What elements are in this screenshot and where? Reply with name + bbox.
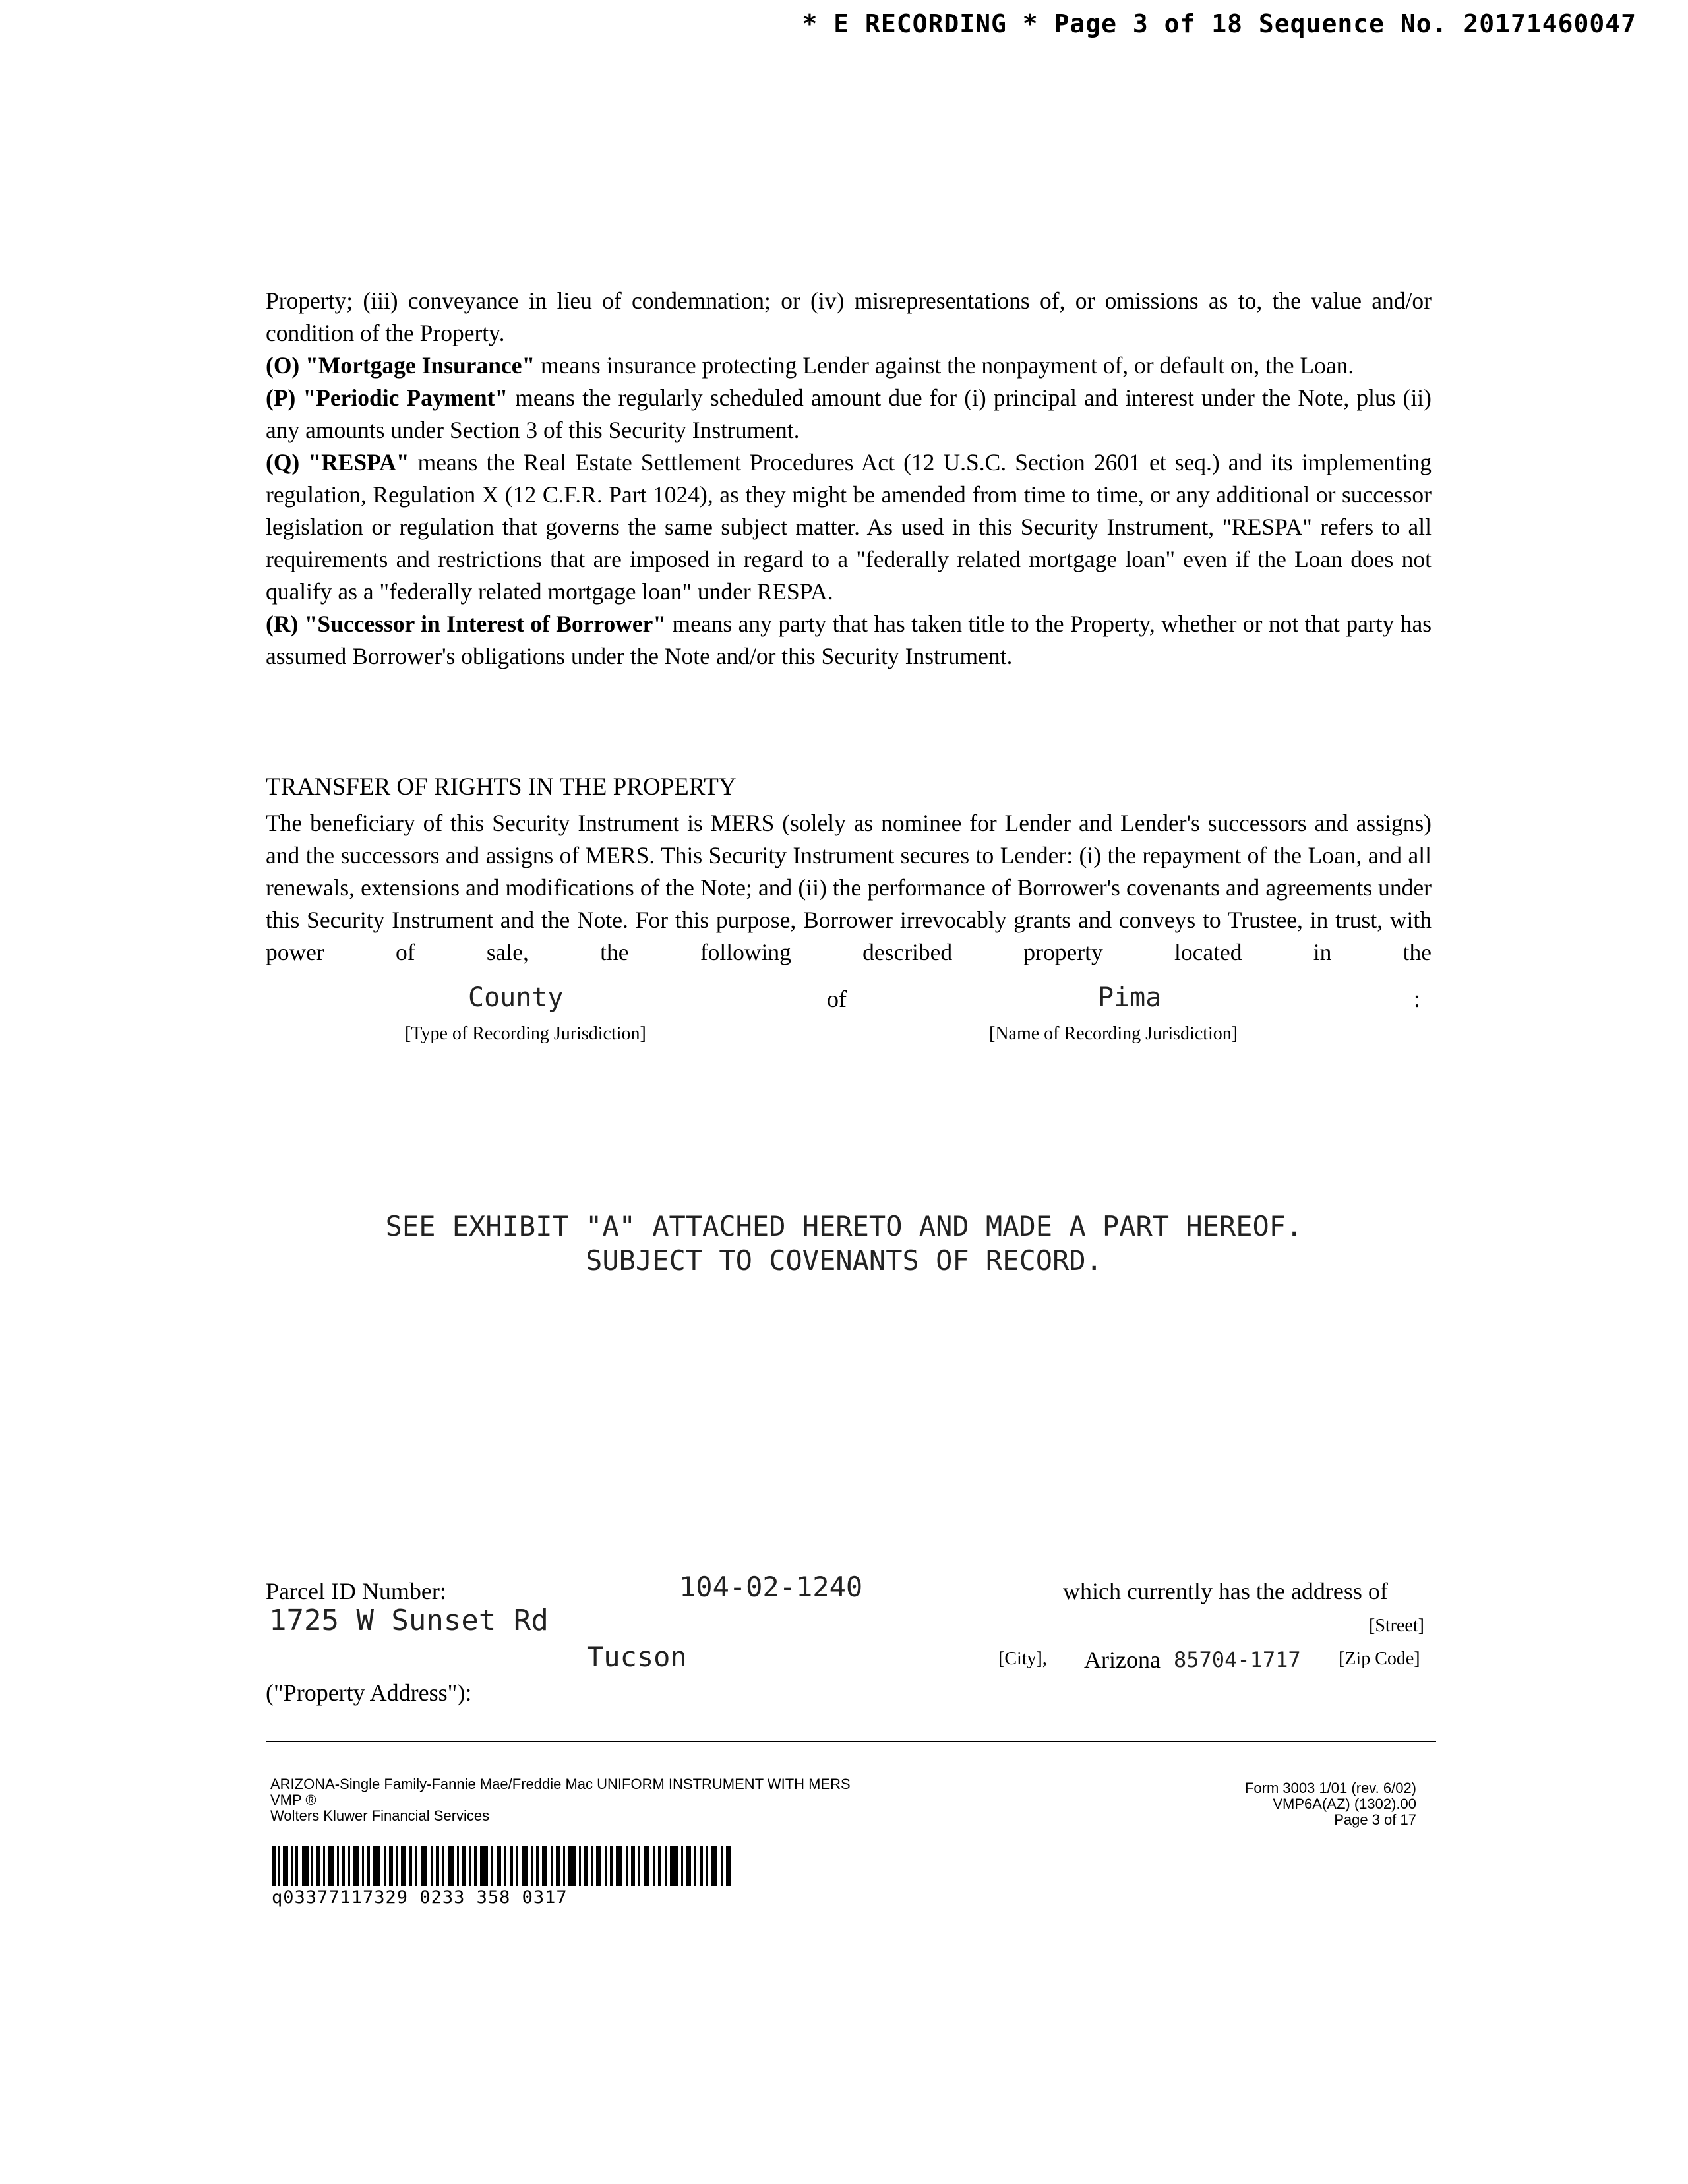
recording-stamp: * E RECORDING * Page 3 of 18 Sequence No. 20171460047: [802, 9, 1637, 38]
definitions-block: [266, 285, 1432, 673]
barcode-image: [272, 1846, 733, 1886]
definition-term: "RESPA": [308, 449, 409, 475]
property-address-label: ("Property Address"):: [266, 1680, 472, 1706]
jurisdiction-type-caption: [Type of Recording Jurisdiction]: [405, 1023, 646, 1044]
jurisdiction-type-value: County: [468, 983, 564, 1013]
footer-form-number: Form 3003 1/01 (rev. 6/02): [1244, 1780, 1416, 1796]
definition-label: (P): [266, 384, 296, 411]
definition-q: [266, 446, 1432, 608]
city-value: Tucson: [587, 1641, 687, 1673]
section-title: TRANSFER OF RIGHTS IN THE PROPERTY: [266, 774, 737, 801]
footer-vmp-code: VMP6A(AZ) (1302).00: [1273, 1796, 1416, 1812]
legal-description-line-1: SEE EXHIBIT "A" ATTACHED HERETO AND MADE A PART HEREOF.: [385, 1210, 1303, 1242]
street-value: 1725 W Sunset Rd: [269, 1604, 549, 1637]
definition-term: "Mortgage Insurance": [305, 352, 535, 379]
footer-publisher: Wolters Kluwer Financial Services: [270, 1807, 490, 1824]
legal-description-line-2: SUBJECT TO COVENANTS OF RECORD.: [586, 1244, 1102, 1277]
definition-label: (Q): [266, 449, 300, 475]
definition-p: [266, 382, 1432, 446]
definition-label: (O): [266, 352, 300, 379]
definition-text: means any party that has taken title to the Property, whether or not that party has assumed Borrower's obligations under the Note and/or this Security Instrument.: [266, 611, 1432, 669]
parcel-id-value: 104-02-1240: [679, 1571, 863, 1603]
address-intro: which currently has the address of: [1063, 1578, 1388, 1604]
definition-text: means insurance protecting Lender against the nonpayment of, or default on, the Loan.: [541, 352, 1354, 379]
definition-term: "Successor in Interest of Borrower": [304, 611, 667, 637]
jurisdiction-name-caption: [Name of Recording Jurisdiction]: [989, 1023, 1238, 1044]
footer-page-number: Page 3 of 17: [1334, 1811, 1416, 1828]
definition-text: Property; (iii) conveyance in lieu of condemnation; or (iv) misrepresentations of, or omissions as to, the value and/or condition of the Property.: [266, 288, 1432, 346]
definition-term: "Periodic Payment": [303, 384, 508, 411]
footer-vmp: VMP ®: [270, 1792, 316, 1808]
footer-divider: [266, 1741, 1436, 1742]
transfer-paragraph: The beneficiary of this Security Instrument is MERS (solely as nominee for Lender and Lender's successors and assigns) and the successors and assigns of MERS. This Security Instrument secures to Lender: (i) the repayment of the Loan, and all renewals, extensions and modifications of the Note; and (ii) the performance of Borrower's covenants and agreements under this Security Instrument and the Note. For this purpose, Borrower irrevocably grants and conveys to Trustee, in trust, with power of sale, the following described property located in the: [266, 810, 1432, 965]
definition-text: means the Real Estate Settlement Procedures Act (12 U.S.C. Section 2601 et seq.) and its implementing regulation, Regulation X (12 C.F.R. Part 1024), as they might be amended from time to time, or any additional or successor legislation or regulation that governs the same subject matter. As used in this Security Instrument, "RESPA" refers to all requirements and restrictions that are imposed in regard to a "federally related mortgage loan" even if the Loan does not qualify as a "federally related mortgage loan" under RESPA.: [266, 449, 1432, 605]
street-caption: [Street]: [1369, 1616, 1424, 1636]
definition-label: (R): [266, 611, 299, 637]
city-caption: [City],: [998, 1649, 1047, 1669]
zip-value: 85704-1717: [1174, 1647, 1301, 1672]
jurisdiction-colon: :: [1414, 986, 1421, 1012]
definition-r: [266, 608, 1432, 673]
jurisdiction-name-value: Pima: [1098, 983, 1162, 1013]
definition-o: [266, 349, 1432, 382]
jurisdiction-of-word: of: [827, 986, 847, 1012]
zip-caption: [Zip Code]: [1339, 1649, 1420, 1669]
barcode-number: q03377117329 0233 358 0317: [272, 1887, 568, 1908]
state-name: Arizona: [1084, 1647, 1160, 1673]
parcel-id-label: Parcel ID Number:: [266, 1578, 446, 1604]
definition-text: means the regularly scheduled amount due for (i) principal and interest under the Note, plus (ii) any amounts under Section 3 of this Security Instrument.: [266, 384, 1432, 443]
footer-instrument-title: ARIZONA-Single Family-Fannie Mae/Freddie Mac UNIFORM INSTRUMENT WITH MERS: [270, 1776, 851, 1792]
definition-continuation: [266, 285, 1432, 349]
